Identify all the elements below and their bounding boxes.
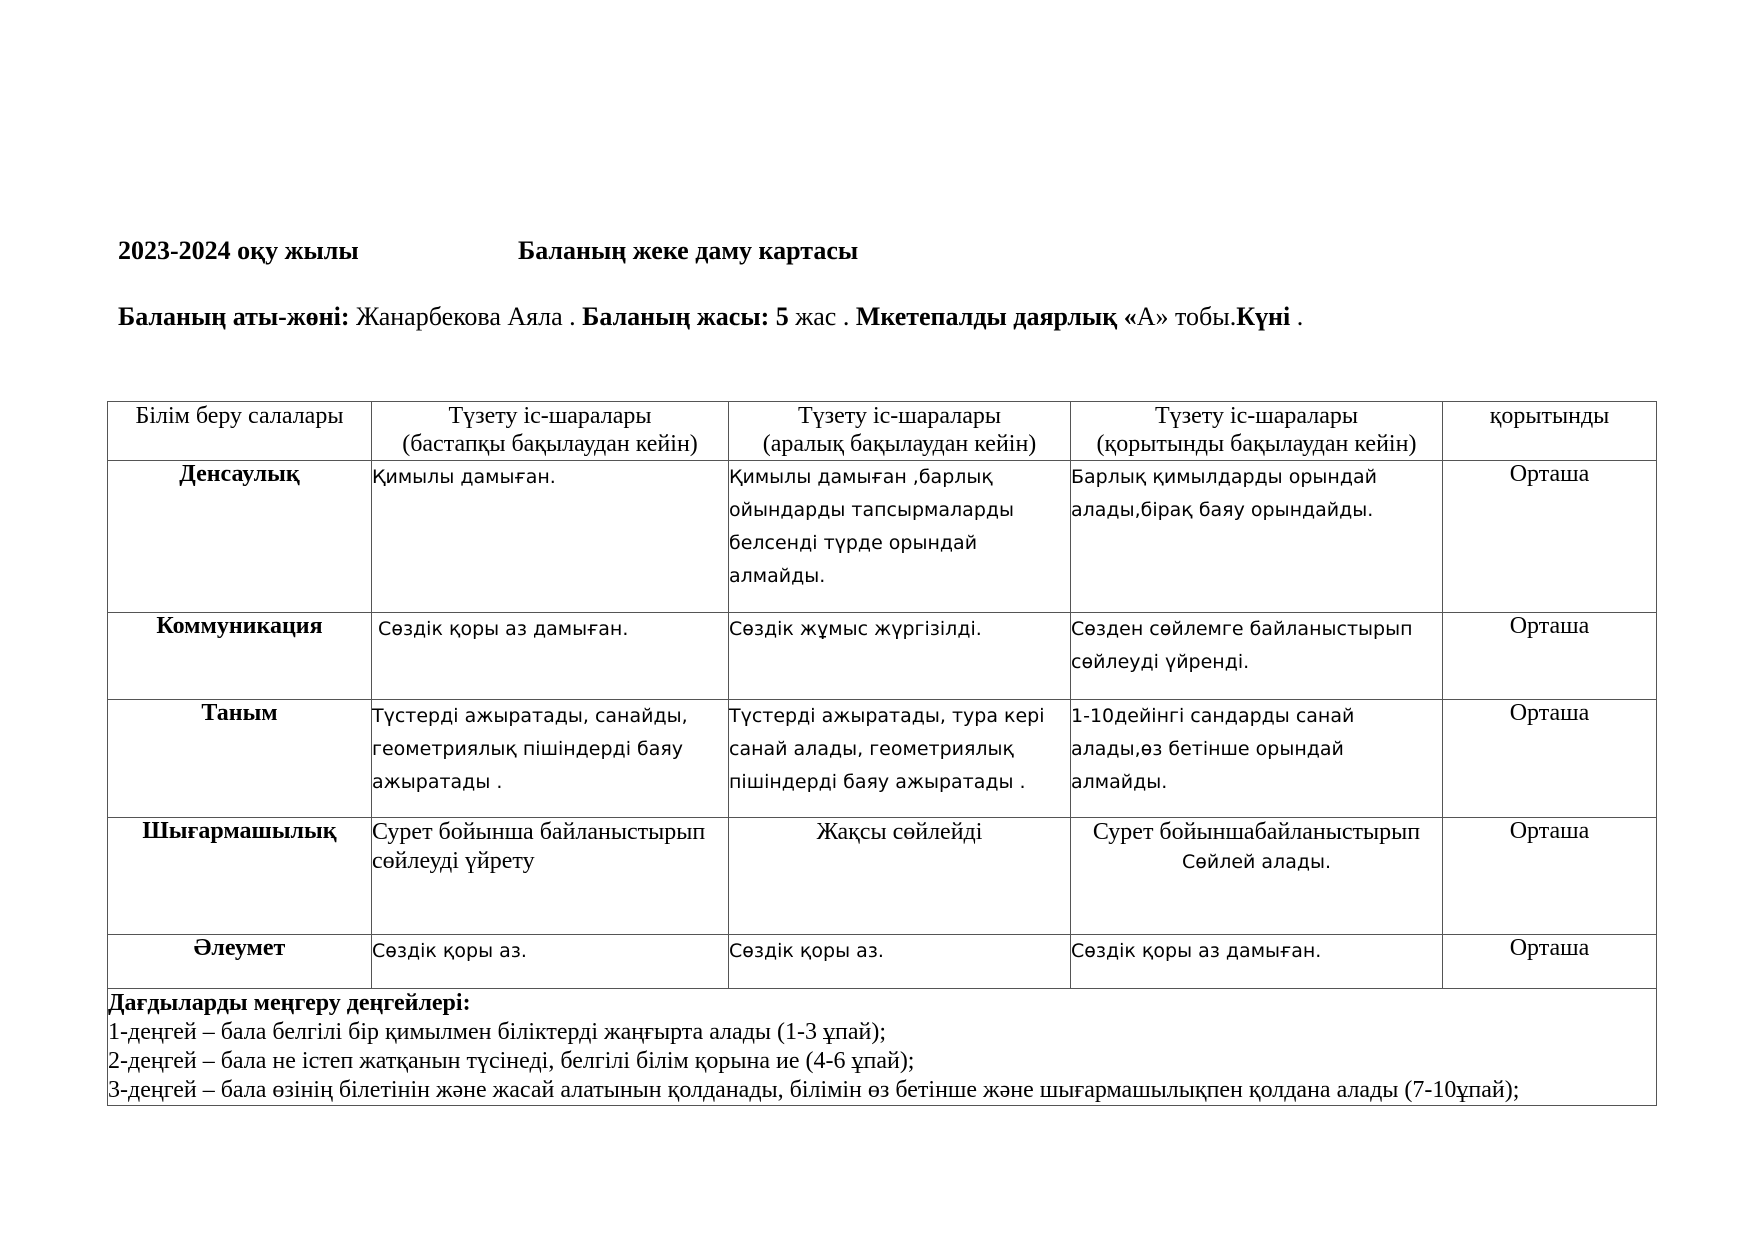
child-info	[118, 302, 1303, 332]
legend-cell	[108, 989, 1657, 1106]
development-card-table	[107, 401, 1657, 1106]
final-cell: Сөздік қоры аз дамыған.	[1071, 935, 1443, 989]
intermediate-cell: Сөздік жұмыс жүргізілді.	[729, 613, 1071, 700]
document-header	[118, 236, 858, 266]
initial-cell: Сөздік қоры аз.	[372, 935, 729, 989]
final-cell: Барлық қимылдарды орындай алады,бірақ баяу орындайды.	[1071, 461, 1443, 613]
initial-cell: Сөздік қоры аз дамыған.	[372, 613, 729, 700]
result-cell: Орташа	[1443, 700, 1657, 818]
final-cell-line2: Сөйлей алады.	[1181, 851, 1332, 873]
table-row	[108, 935, 1657, 989]
legend-row	[108, 989, 1657, 1106]
academic-year: 2023-2024 оқу жылы	[118, 236, 359, 265]
col-header-intermediate: Түзету іс-шаралары (аралық бақылаудан кейін)	[729, 402, 1071, 461]
col-header-final: Түзету іс-шаралары (қорытынды бақылаудан кейін)	[1071, 402, 1443, 461]
initial-cell: Қимылы дамыған.	[372, 461, 729, 613]
intermediate-cell: Жақсы сөйлейді	[729, 818, 1071, 935]
name-value: Жанарбекова Аяла .	[349, 302, 583, 331]
group-label: Мкетепалды даярлық «	[855, 302, 1137, 331]
initial-cell: Сурет бойынша байланыстырып сөйлеуді үйрету	[372, 818, 729, 935]
group-value: А» тобы.	[1136, 302, 1237, 331]
table-row	[108, 461, 1657, 613]
col-header-areas: Білім беру салалары	[108, 402, 372, 461]
final-cell-line1: Сурет бойыншабайланыстырып	[1092, 819, 1421, 845]
age-value: жас .	[788, 302, 856, 331]
area-cell: Әлеумет	[108, 935, 372, 989]
area-cell: Денсаулық	[108, 461, 372, 613]
area-cell: Таным	[108, 700, 372, 818]
result-cell: Орташа	[1443, 818, 1657, 935]
legend-level-1: 1-деңгей – бала белгілі бір қимылмен біліктерді жаңғырта алады (1-3 ұпай);	[108, 1019, 887, 1045]
result-cell: Орташа	[1443, 935, 1657, 989]
name-label: Баланың аты-жөні:	[118, 302, 350, 331]
intermediate-cell: Қимылы дамыған ,барлық ойындарды тапсырмаларды белсенді түрде орындай алмайды.	[729, 461, 1071, 613]
document-title: Баланың жеке даму картасы	[518, 236, 859, 265]
col-header-initial: Түзету іс-шаралары (бастапқы бақылаудан кейін)	[372, 402, 729, 461]
intermediate-cell: Түстерді ажыратады, тура кері санай алады, геометриялық пішіндерді баяу ажыратады .	[729, 700, 1071, 818]
area-cell: Коммуникация	[108, 613, 372, 700]
age-label: Баланың жасы: 5	[582, 302, 789, 331]
col-header-result: қорытынды	[1443, 402, 1657, 461]
final-cell: 1-10дейінгі сандарды санай алады,өз бетінше орындай алмайды.	[1071, 700, 1443, 818]
area-cell: Шығармашылық	[108, 818, 372, 935]
intermediate-cell: Сөздік қоры аз.	[729, 935, 1071, 989]
final-cell: Сөзден сөйлемге байланыстырып сөйлеуді үйренді.	[1071, 613, 1443, 700]
legend-level-2: 2-деңгей – бала не істеп жатқанын түсінеді, белгілі білім қорына ие (4-6 ұпай);	[108, 1048, 915, 1074]
table-row	[108, 700, 1657, 818]
table-header-row	[108, 402, 1657, 461]
table-row	[108, 613, 1657, 700]
legend-title: Дағдыларды меңгеру деңгейлері:	[108, 990, 471, 1016]
result-cell: Орташа	[1443, 613, 1657, 700]
final-cell	[1071, 818, 1443, 935]
date-value: .	[1290, 302, 1304, 331]
table-row	[108, 818, 1657, 935]
result-cell: Орташа	[1443, 461, 1657, 613]
legend-level-3: 3-деңгей – бала өзінің білетінін және жасай алатынын қолданады, білімін өз бетінше және шығармашылықпен қолдана алады (7-10ұпай);	[108, 1077, 1520, 1103]
date-label: Күні	[1236, 302, 1291, 331]
initial-cell: Түстерді ажыратады, санайды, геометриялық пішіндерді баяу ажыратады .	[372, 700, 729, 818]
